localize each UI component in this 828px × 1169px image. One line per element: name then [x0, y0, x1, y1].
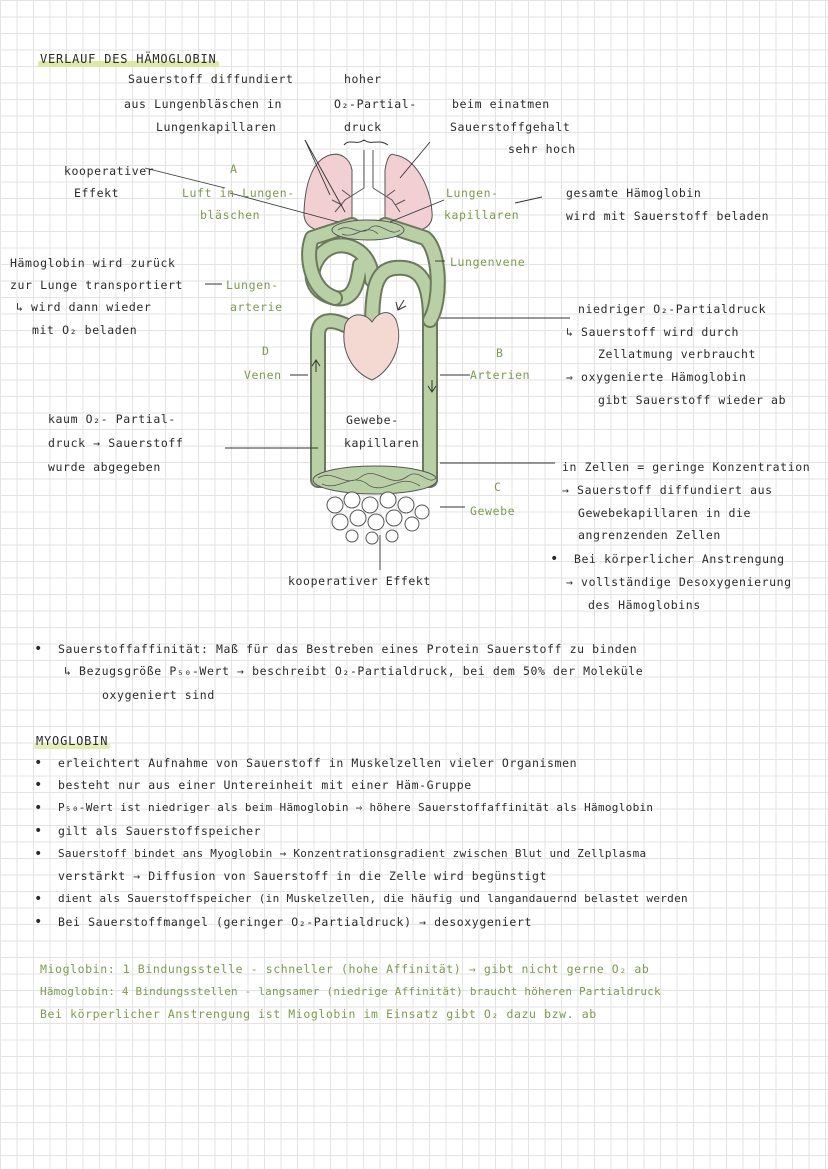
myoglobin-item: besteht nur aus einer Untereinheit mit einer Häm-Gruppe	[58, 778, 472, 792]
label-top-mid-1: hoher	[344, 72, 382, 86]
label-kaum-3: wurde abgegeben	[48, 460, 161, 474]
tissue-capillary-bed	[313, 466, 437, 494]
label-zellen-4: angrenzenden Zellen	[578, 528, 721, 542]
label-niedriger-1: niedriger O₂-Partialdruck	[578, 302, 767, 316]
bullet-myo-4: •	[34, 846, 43, 862]
affinity-line-3: oxygeniert sind	[102, 688, 215, 702]
label-koerperlich-2: → vollständige Desoxygenierung	[566, 575, 792, 589]
label-gesamt-2: wird mit Sauerstoff beladen	[566, 209, 770, 223]
label-koop-2: Effekt	[74, 186, 120, 200]
label-hb-2: zur Lunge transportiert	[10, 278, 184, 292]
label-D: D	[262, 344, 270, 358]
label-zellen-2: → Sauerstoff diffundiert aus	[562, 483, 773, 497]
myoglobin-item: dient als Sauerstoffspeicher (in Muskelzellen, die häufig und langandauernd belastet werden	[58, 892, 688, 905]
label-lungenarterie-2: arterie	[230, 300, 283, 314]
bullet-myo-7: •	[34, 914, 43, 930]
bullet-myo-1: •	[34, 777, 43, 793]
myoglobin-item: erleichtert Aufnahme von Sauerstoff in Muskelzellen vieler Organismen	[58, 756, 578, 770]
label-gewebe: Gewebe	[470, 504, 516, 518]
label-venen: Venen	[244, 368, 282, 382]
label-niedriger-3: Zellatmung verbraucht	[598, 347, 756, 361]
bullet-myo-2: •	[34, 800, 43, 816]
affinity-line-1: Sauerstoffaffinität: Maß für das Bestreben eines Protein Sauerstoff zu binden	[58, 642, 638, 656]
heart	[344, 313, 399, 380]
bullet-kp: •	[550, 551, 559, 567]
label-A: A	[230, 162, 238, 176]
label-hb-1: Hämoglobin wird zurück	[10, 256, 176, 270]
label-top-left-1: Sauerstoff diffundiert	[128, 72, 294, 86]
bullet-myo-0: •	[34, 755, 43, 771]
label-luft-1: Luft in Lungen-	[182, 186, 295, 200]
label-kaum-2: druck → Sauerstoff	[48, 436, 184, 450]
myoglobin-item: Sauerstoff bindet ans Myoglobin → Konzentrationsgradient zwischen Blut und Zellplasma	[58, 847, 647, 860]
label-top-right-2: Sauerstoffgehalt	[450, 120, 571, 134]
label-niedriger-5: gibt Sauerstoff wieder ab	[598, 393, 787, 407]
label-niedriger-4: ⇒ oxygenierte Hämoglobin	[566, 370, 747, 384]
label-B: B	[496, 346, 504, 360]
label-lungenarterie-1: Lungen-	[226, 278, 279, 292]
bullet-myo-3: •	[34, 823, 43, 839]
summary-line: Mioglobin: 1 Bindungsstelle - schneller (hohe Affinität) → gibt nicht gerne O₂ ab	[40, 962, 650, 976]
label-lungenkapillaren-2: kapillaren	[444, 208, 520, 222]
title-myoglobin: MYOGLOBIN	[36, 734, 109, 748]
label-zellen-3: Gewebekapillaren in die	[578, 506, 752, 520]
bullet-affinity: •	[34, 641, 43, 657]
label-hb-3: ↳ wird dann wieder	[16, 300, 152, 314]
label-koerperlich-3: des Hämoglobins	[588, 598, 701, 612]
label-niedriger-2: ↳ Sauerstoff wird durch	[566, 325, 740, 339]
myoglobin-item: P₅₀-Wert ist niedriger als beim Hämoglobin ⇒ höhere Sauerstoffaffinität als Hämoglobin	[58, 801, 654, 814]
myoglobin-item: gilt als Sauerstoffspeicher	[58, 824, 262, 838]
label-kaum-1: kaum O₂- Partial-	[48, 412, 176, 426]
myoglobin-item: Bei Sauerstoffmangel (geringer O₂-Partialdruck) → desoxygeniert	[58, 915, 532, 929]
label-top-mid-3: druck	[344, 120, 382, 134]
pressure-bracket	[344, 140, 388, 145]
label-koerperlich-1: Bei körperlicher Anstrengung	[574, 552, 785, 566]
label-C: C	[494, 480, 502, 494]
label-gewebekapillaren-1: Gewebe-	[346, 413, 399, 427]
title-haemoglobin: VERLAUF DES HÄMOGLOBIN	[40, 52, 217, 66]
label-arterien: Arterien	[470, 368, 531, 382]
label-hb-4: mit O₂ beladen	[32, 323, 138, 337]
label-zellen-1: in Zellen = geringe Konzentration	[562, 460, 811, 474]
label-top-right-1: beim einatmen	[452, 97, 550, 111]
bullet-myo-6: •	[34, 891, 43, 907]
label-gewebekapillaren-2: kapillaren	[344, 436, 420, 450]
label-koop-1: kooperativer	[64, 164, 155, 178]
label-luft-2: bläschen	[200, 208, 261, 222]
myoglobin-item: verstärkt → Diffusion von Sauerstoff in die Zelle wird begünstigt	[58, 869, 548, 883]
label-kooperativer-effekt-bottom: kooperativer Effekt	[288, 574, 431, 588]
label-top-mid-2: O₂-Partial-	[334, 97, 417, 111]
label-gesamt-1: gesamte Hämoglobin	[566, 186, 702, 200]
label-top-left-3: Lungenkapillaren	[156, 120, 277, 134]
affinity-line-2: ↳ Bezugsgröße P₅₀-Wert → beschreibt O₂-Partialdruck, bei dem 50% der Moleküle	[64, 664, 644, 678]
tissue-cells	[327, 492, 429, 544]
summary-line: Bei körperlicher Anstrengung ist Mioglobin im Einsatz gibt O₂ dazu bzw. ab	[40, 1007, 597, 1021]
summary-line: Hämoglobin: 4 Bindungsstellen - langsamer (niedrige Affinität) braucht höheren Partialdruck	[40, 985, 661, 998]
label-top-right-3: sehr hoch	[508, 142, 576, 156]
label-lungenkapillaren-1: Lungen-	[446, 186, 499, 200]
label-top-left-2: aus Lungenbläschen in	[124, 97, 282, 111]
label-lungenvene: Lungenvene	[450, 255, 526, 269]
